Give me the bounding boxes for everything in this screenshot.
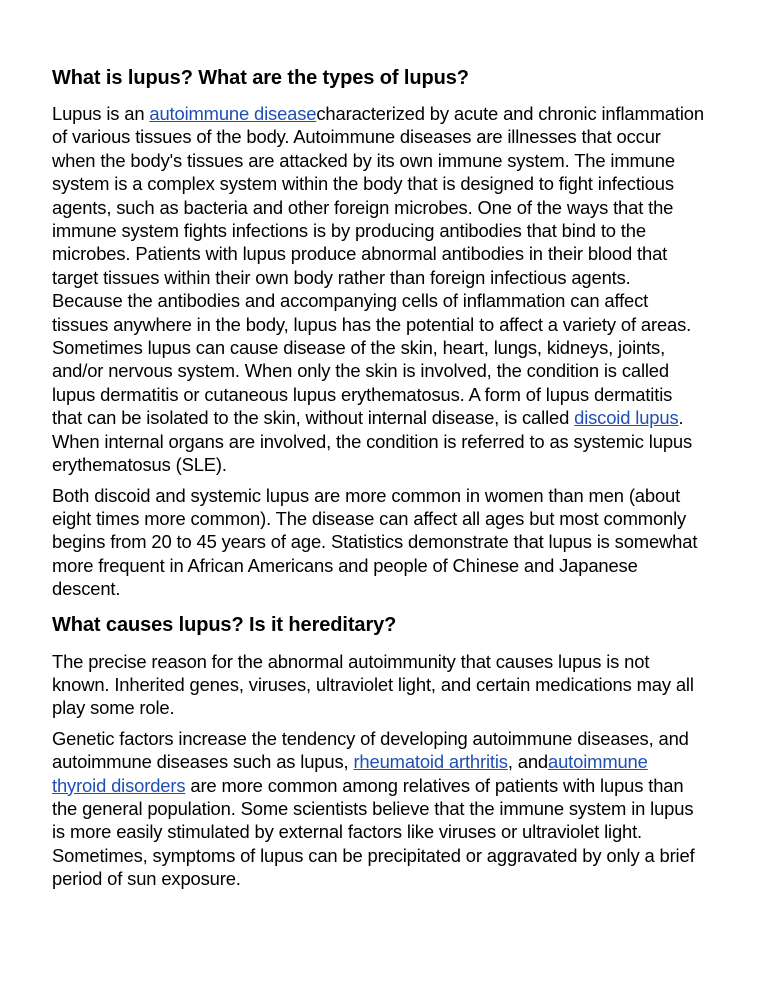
paragraph-text: are more common among relatives of patients with lupus than the general population. Some scientists believe that the immune system in lupus is more easily stimulated by external factors like viruses or ultraviolet light. Sometimes, symptoms of lupus can be precipitated or aggravated by only a brief period of sun exposure. bbox=[52, 774, 695, 890]
paragraph-lupus-definition bbox=[52, 102, 706, 477]
paragraph-text: , and bbox=[507, 751, 549, 773]
link-autoimmune-disease[interactable]: autoimmune disease bbox=[149, 103, 317, 124]
paragraph-causes-unknown: The precise reason for the abnormal autoimmunity that causes lupus is not known. Inherited genes, viruses, ultraviolet light, and certain medications may all play some role. bbox=[52, 650, 694, 719]
heading-what-causes-lupus: What causes lupus? Is it hereditary? bbox=[52, 613, 397, 636]
link-autoimmune-thyroid-disorders[interactable]: autoimmune thyroid disorders bbox=[52, 751, 648, 796]
paragraph-genetic-factors bbox=[52, 727, 706, 891]
paragraph-text: characterized by acute and chronic inflammation of various tissues of the body. Autoimmune diseases are illnesses that occur when the body's tissues are attacked by its own immune system. The immune system is a complex system within the body that is designed to fight infectious agents, such as bacteria and other foreign microbes. One of the ways that the immune system fights infections is by producing antibodies that bind to the microbes. Patients with lupus produce abnormal antibodies in their blood that target tissues within their own body rather than foreign infectious agents. Because the antibodies and accompanying cells of inflammation can affect tissues anywhere in the body, lupus has the potential to affect a variety of areas. Sometimes lupus can cause disease of the skin, heart, lungs, kidneys, joints, and/or nervous system. When only the skin is involved, the condition is called lupus dermatitis or cutaneous lupus erythematosus. A form of lupus dermatitis that can be isolated to the skin, without internal disease, is called bbox=[52, 103, 704, 429]
paragraph-text: . When internal organs are involved, the condition is referred to as systemic lupus erythematosus (SLE). bbox=[52, 407, 693, 476]
paragraph-text: Lupus is an bbox=[52, 103, 150, 124]
link-discoid-lupus[interactable]: discoid lupus bbox=[574, 407, 679, 429]
paragraph-text: Genetic factors increase the tendency of developing autoimmune diseases, and autoimmune diseases such as lupus, bbox=[52, 727, 689, 773]
paragraph-lupus-demographics: Both discoid and systemic lupus are more common in women than men (about eight times more common). The disease can affect all ages but most commonly begins from 20 to 45 years of age. Statistics demonstrate that lupus is somewhat more frequent in African Americans and people of Chinese and Japanese descent. bbox=[52, 484, 698, 600]
link-rheumatoid-arthritis[interactable]: rheumatoid arthritis bbox=[353, 751, 508, 773]
heading-what-is-lupus: What is lupus? What are the types of lupus? bbox=[52, 67, 469, 89]
